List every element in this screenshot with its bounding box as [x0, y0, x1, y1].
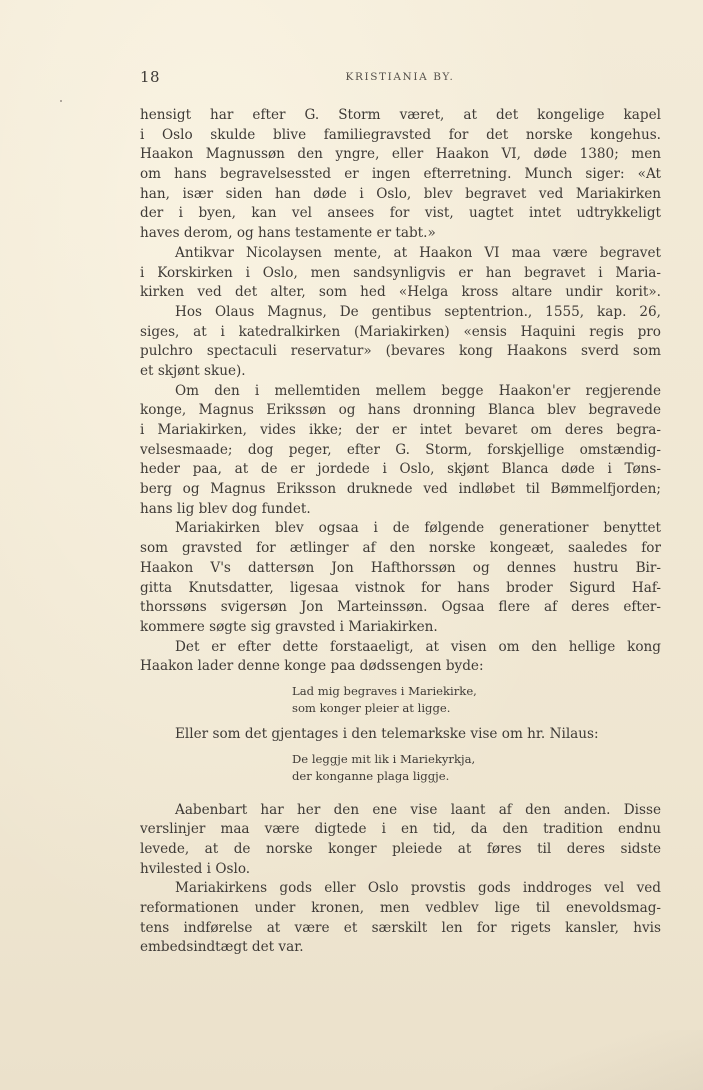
- text-line: siges, at i katedralkirken (Mariakirken) «ensis Haquini regis pro: [140, 323, 661, 340]
- text-line: hvilested i Oslo.: [140, 860, 251, 877]
- text-line: hans lig blev dog fundet.: [140, 500, 311, 517]
- body-text: [140, 106, 661, 958]
- page-number: 18: [140, 68, 161, 86]
- text-line: thorssøns svigersøn Jon Marteinssøn. Ogsaa flere af deres efter-: [140, 599, 661, 616]
- text-line: konge, Magnus Erikssøn og hans dronning Blanca blev begravede: [140, 402, 661, 419]
- text-line: der i byen, kan vel ansees for vist, uagtet intet udtrykkeligt: [140, 205, 661, 222]
- text-line: Mariakirkens gods eller Oslo provstis gods inddroges vel ved: [175, 880, 661, 897]
- text-line: berg og Magnus Eriksson druknede ved indløbet til Bømmelfjorden;: [140, 481, 661, 498]
- verse-line: der konganne plaga liggje.: [292, 768, 450, 783]
- text-line: som gravsted for ætlinger af den norske kongeæt, saaledes for: [140, 540, 661, 557]
- text-line: i Mariakirken, vides ikke; der er intet bevaret om deres begra-: [140, 422, 661, 438]
- spacer: [140, 793, 661, 801]
- text-line: Om den i mellemtiden mellem begge Haakon'er regjerende: [175, 382, 661, 399]
- text-line: Hos Olaus Magnus, De gentibus septentrion., 1555, kap. 26,: [175, 303, 661, 320]
- text-line: reformationen under kronen, men vedblev lige til enevoldsmag-: [140, 900, 661, 917]
- text-line: Haakon V's dattersøn Jon Hafthorssøn og dennes hustru Bir-: [140, 559, 661, 576]
- text-line: tens indførelse at være et særskilt len for rigets kansler, hvis: [140, 919, 661, 936]
- text-line: han, især siden han døde i Oslo, blev begravet ved Mariakirken: [140, 185, 661, 202]
- text-line: velsesmaade; dog peger, efter G. Storm, forskjellige omstændig-: [140, 441, 661, 458]
- text-line: Haakon lader denne konge paa dødssengen byde:: [140, 658, 484, 675]
- verse-quote: [140, 677, 661, 725]
- page-header: [140, 68, 660, 88]
- verse-quote: [140, 745, 661, 793]
- text-line: haves derom, og hans testamente er tabt.»: [140, 225, 436, 242]
- text-line: Mariakirken blev ogsaa i de følgende generationer benyttet: [175, 520, 661, 537]
- text-line: Haakon Magnussøn den yngre, eller Haakon VI, døde 1380; men: [140, 146, 661, 163]
- scan-shadow: [493, 1030, 703, 1090]
- text-line: i Korskirken i Oslo, men sandsynligvis er han begravet i Maria-: [140, 264, 661, 281]
- text-line: verslinjer maa være digtede i en tid, da den tradition endnu: [140, 821, 661, 838]
- text-line: Eller som det gjentages i den telemarkske vise om hr. Nilaus:: [175, 725, 599, 742]
- text-line: gitta Knutsdatter, ligesaa vistnok for hans broder Sigurd Haf-: [140, 579, 661, 596]
- text-line: levede, at de norske konger pleiede at føres til deres sidste: [140, 841, 661, 857]
- verse-line: som konger pleier at ligge.: [292, 700, 451, 715]
- text-line: kommere søgte sig gravsted i Mariakirken.: [140, 618, 438, 635]
- text-line: pulchro spectaculi reservatur» (bevares kong Haakons sverd som: [140, 343, 661, 360]
- text-line: om hans begravelsessted er ingen efterretning. Munch siger: «At: [140, 166, 661, 183]
- text-line: Antikvar Nicolaysen mente, at Haakon VI maa være begravet: [175, 244, 661, 261]
- text-line: embedsindtægt det var.: [140, 939, 304, 956]
- ink-speck: [60, 100, 62, 102]
- text-line: Aabenbart har her den ene vise laant af den anden. Disse: [175, 801, 661, 818]
- text-line: Det er efter dette forstaaeligt, at visen om den hellige kong: [175, 638, 661, 655]
- text-line: hensigt har efter G. Storm været, at det kongelige kapel: [140, 107, 661, 123]
- text-line: kirken ved det alter, som hed «Helga kross altare undir korit».: [140, 284, 661, 301]
- text-line: heder paa, at de er jordede i Oslo, skjønt Blanca døde i Tøns-: [140, 461, 661, 478]
- verse-line: De leggje mit lik i Mariekyrkja,: [292, 751, 476, 766]
- text-line: et skjønt skue).: [140, 362, 246, 379]
- running-head: KRISTIANIA BY.: [345, 71, 455, 83]
- verse-line: Lad mig begraves i Mariekirke,: [292, 683, 477, 698]
- text-line: i Oslo skulde blive familiegravsted for det norske kongehus.: [140, 126, 661, 143]
